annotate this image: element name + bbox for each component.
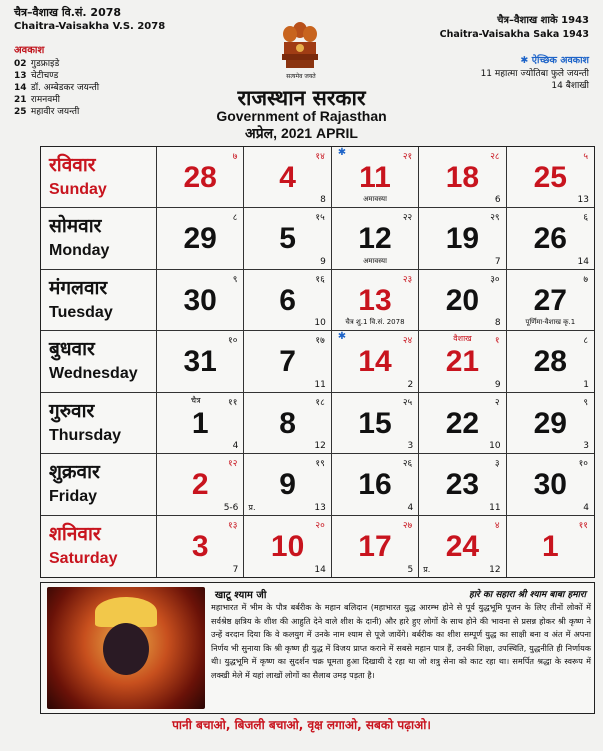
tithi-number: १०	[578, 459, 588, 470]
cell-note: चैत्र शु.1 वि.सं. 2078	[345, 318, 405, 327]
date-cell	[244, 516, 331, 577]
date-cell	[244, 270, 331, 331]
sub-number: 7	[494, 256, 501, 267]
date-number: 10	[270, 529, 305, 563]
day-name-cell	[41, 454, 157, 515]
story-heading: हारे का सहारा श्री श्याम बाबा हमारा	[469, 590, 586, 600]
day-name-hindi: शुक्रवार	[49, 461, 100, 484]
holiday-name: चेटीचण्ड	[30, 71, 59, 81]
sub-number: 9	[494, 379, 501, 390]
sub-number: 3	[583, 441, 589, 452]
cell-note: पूर्णिमा-वैशाख कृ.1	[525, 318, 576, 327]
sub-number: 11	[489, 502, 501, 513]
date-cell	[157, 147, 244, 208]
date-cell	[332, 393, 419, 454]
sub-number: 1	[583, 379, 589, 390]
day-name-hindi: बुधवार	[49, 338, 95, 361]
sub-number: 14	[577, 256, 589, 267]
date-number: 16	[358, 468, 392, 502]
date-number: 6	[279, 283, 296, 317]
tithi-number: ३	[494, 459, 500, 470]
khatu-shyam-image	[47, 587, 205, 709]
footer-slogan: पानी बचाओ, बिजली बचाओ, वृक्ष लगाओ, सबको पढ़ाओ।	[172, 718, 431, 732]
tithi-number: २२	[402, 213, 413, 224]
vikram-samvat-english: Chaitra-Vaisakha V.S. 2078	[14, 21, 166, 32]
date-cell	[507, 516, 594, 577]
tithi-number: २	[494, 397, 500, 408]
date-cell	[244, 331, 331, 392]
sub-number: 8	[494, 318, 501, 329]
sub-number: 8	[320, 195, 326, 206]
tithi-number: २८	[490, 152, 500, 162]
date-number: 25	[533, 161, 567, 194]
day-name-cell	[41, 331, 157, 392]
date-cell	[419, 393, 506, 454]
date-cell	[244, 393, 331, 454]
tithi-number: ८	[232, 213, 238, 224]
day-name-cell	[41, 208, 157, 269]
date-number: 12	[358, 222, 392, 256]
date-number: 22	[445, 406, 480, 440]
sub-number: 13	[577, 195, 589, 206]
day-name-cell	[41, 516, 157, 577]
holiday-date: 02	[14, 59, 27, 69]
date-number: 9	[279, 468, 296, 502]
holiday-name: गुडफ्राइडे	[30, 59, 60, 69]
holidays-title: अवकाश	[14, 45, 45, 56]
tithi-number: ४	[494, 520, 500, 531]
day-name-english: Sunday	[49, 181, 107, 198]
day-name-cell	[41, 393, 157, 454]
deity-face-shape	[103, 623, 149, 675]
tithi-number: ७	[583, 274, 588, 285]
sub-number: 4	[407, 502, 414, 513]
sub-number: 7	[232, 564, 239, 575]
story-text: महाभारत में भीम के पौत्र बर्बरीक के महान बलिदान (महाभारत युद्ध आरम्भ होने से पूर्व युद्धभूमि पूजन के लिए तीनों लोकों में सर्वश्रेष्ठ क्षत्रिय के शीश की आहुति देने वाले शीश के दानी) और हारे हुए लोगों के साथ होने की भावना से प्रसन्न होकर श्री कृष्ण ने उन्हें वरदान दिया कि वे कलयुग में उनके नाम श्याम से पूजे जायेंगे। बर्बरीक का शीश सम्पूर्ण युद्ध का साक्षी बना व अंत में अपना निर्णय भी सुनाया कि श्री कृष्ण ही युद्ध में विजय प्राप्त कराने में सबसे महान पात्र हैं, उनकी शिक्षा, उपस्थिति, युद्धनीति ही निर्णायक थी। युद्धभूमि में कृष्ण का सुदर्शन चक्र घूमता हुआ दिखायी दे रहा था जो शत्रु सेना को काट रहा था। समर्पित श्रद्धा के स्वरूप में लक्खी मेले में यहां लाखों लोगों का सैलाब उमड़ पड़ता है।	[211, 602, 591, 680]
date-number: 8	[279, 406, 296, 440]
emblem-motto: सत्यमेव जयते	[286, 73, 316, 80]
day-name-english: Wednesday	[49, 365, 138, 383]
date-number: 28	[533, 345, 567, 379]
date-number: 3	[191, 529, 209, 563]
month-title: अप्रेल, 2021 APRIL	[245, 125, 358, 141]
date-number: 30	[533, 468, 567, 502]
tithi-number: २७	[402, 520, 413, 531]
day-name-english: Thursday	[49, 426, 122, 444]
optional-holidays-title: ✱ ऐच्छिक अवकाश	[520, 55, 589, 66]
day-name-cell	[41, 270, 157, 331]
optional-holiday-item: 14 बैशाखी	[551, 81, 589, 91]
date-number: 23	[445, 468, 480, 502]
sub-number: 14	[314, 564, 326, 575]
date-number: 20	[445, 283, 480, 317]
day-name-hindi: रविवार	[49, 154, 96, 176]
date-cell	[157, 454, 244, 515]
date-cell	[332, 516, 419, 577]
tithi-number: २९	[490, 213, 500, 224]
date-cell	[507, 331, 594, 392]
tithi-number: २६	[402, 459, 413, 470]
sub-label: प्र.	[423, 564, 431, 574]
holiday-name: महावीर जयन्ती	[30, 107, 80, 117]
header-right	[440, 14, 589, 92]
sub-number: 2	[407, 379, 414, 390]
day-name-english: Tuesday	[49, 303, 113, 321]
cell-note: अमावस्या	[363, 195, 387, 204]
ashoka-emblem-icon	[276, 20, 324, 72]
date-cell	[244, 208, 331, 269]
day-name-cell	[41, 147, 157, 208]
tithi-number: ८	[583, 336, 588, 347]
day-name-english: Friday	[49, 488, 98, 506]
tithi-number: २३	[402, 274, 413, 285]
date-number: 19	[445, 222, 480, 256]
tithi-number: १२	[228, 459, 238, 470]
date-cell	[157, 516, 244, 577]
day-name-hindi: मंगलवार	[49, 276, 108, 299]
holiday-item	[14, 58, 165, 70]
tithi-number: २१	[402, 152, 413, 162]
date-cell	[332, 147, 419, 208]
date-number: 2	[191, 468, 209, 502]
tithi-number: ३०	[490, 274, 500, 285]
day-name-hindi: गुरुवार	[49, 399, 95, 422]
holiday-date: 14	[14, 83, 27, 93]
story-box	[40, 582, 595, 714]
date-number: 24	[445, 529, 480, 563]
sub-number: 4	[232, 441, 239, 452]
state-emblem	[276, 20, 324, 80]
date-cell	[419, 147, 506, 208]
tithi-number: ११	[228, 397, 238, 408]
tithi-number: २५	[402, 397, 413, 408]
day-name-english: Monday	[49, 242, 110, 260]
tithi-number: १८	[315, 397, 325, 408]
sub-number: 6	[494, 195, 501, 206]
date-number: 28	[183, 161, 217, 194]
sub-number: 10	[314, 318, 326, 329]
cell-note: अमावस्या	[363, 256, 387, 265]
tithi-number: १६	[315, 274, 325, 285]
tithi-number: १०	[228, 336, 238, 347]
holiday-date: 13	[14, 71, 27, 81]
sub-number: 3	[407, 441, 414, 452]
tithi-number: १५	[315, 213, 325, 224]
date-number: 29	[533, 406, 567, 440]
sub-number: 12	[314, 441, 326, 452]
tithi-number: ११	[578, 520, 588, 531]
date-number: 17	[358, 529, 392, 563]
date-number: 15	[358, 406, 392, 440]
month-label: वैशाख	[453, 334, 472, 344]
tithi-number: १९	[315, 459, 325, 470]
month-label: चैत्र	[191, 395, 201, 405]
date-cell	[157, 270, 244, 331]
date-number: 1	[541, 529, 559, 563]
date-number: 4	[279, 161, 296, 194]
date-number: 31	[183, 345, 217, 379]
day-name-hindi: शनिवार	[49, 522, 101, 545]
tithi-number: १३	[228, 520, 238, 531]
holiday-item	[14, 70, 165, 82]
date-cell	[332, 454, 419, 515]
date-cell	[244, 454, 331, 515]
tithi-number: ९	[232, 274, 238, 285]
date-cell	[419, 454, 506, 515]
holiday-date: 21	[14, 95, 27, 105]
optional-holiday-item: 11 महात्मा ज्योतिबा फुले जयन्ती	[480, 69, 589, 79]
sub-number: 4	[583, 502, 589, 513]
tithi-number: ५	[583, 152, 588, 162]
title-english: Government of Rajasthan	[216, 108, 387, 124]
date-cell	[332, 208, 419, 269]
date-number: 29	[183, 222, 217, 256]
saka-hindi: चैत्र–वैशाख शाके 1943	[497, 15, 589, 26]
date-number: 1	[191, 406, 209, 440]
sub-number: 9	[320, 256, 326, 267]
star-icon: ✱	[337, 147, 347, 158]
tithi-number: ७	[232, 152, 238, 162]
date-cell	[507, 270, 594, 331]
date-cell	[419, 208, 506, 269]
sub-number: 5-6	[223, 502, 239, 513]
date-cell	[157, 331, 244, 392]
tithi-number: ९	[583, 397, 588, 408]
day-name-english: Saturday	[49, 549, 118, 567]
tithi-number: २४	[402, 336, 413, 347]
day-name-hindi: सोमवार	[49, 215, 102, 238]
sub-number: 12	[489, 564, 501, 575]
sub-number: 11	[314, 379, 326, 390]
tithi-number: १७	[315, 336, 325, 347]
date-number: 11	[359, 161, 391, 194]
date-number: 18	[445, 161, 480, 194]
date-cell	[507, 208, 594, 269]
date-cell	[507, 147, 594, 208]
story-title: खाटू श्याम जी	[215, 590, 267, 601]
date-cell	[332, 270, 419, 331]
date-number: 5	[279, 222, 296, 256]
sub-number: 13	[314, 502, 326, 513]
date-number: 30	[183, 283, 217, 317]
tithi-number: १	[494, 336, 500, 347]
tithi-number: १४	[315, 152, 325, 162]
tithi-number: ६	[583, 213, 588, 224]
tithi-number: २०	[315, 520, 325, 531]
date-number: 14	[358, 345, 392, 379]
date-number: 26	[533, 222, 567, 256]
star-icon: ✱	[337, 331, 347, 343]
calendar-grid	[40, 146, 595, 578]
date-number: 13	[358, 283, 392, 317]
sub-number: 5	[407, 564, 414, 575]
date-number: 21	[445, 345, 480, 379]
date-number: 27	[533, 283, 567, 317]
holiday-date: 25	[14, 107, 27, 117]
date-cell	[507, 454, 594, 515]
holiday-name: रामनवमी	[30, 95, 60, 105]
saka-english: Chaitra-Vaisakha Saka 1943	[439, 29, 589, 40]
vikram-samvat-hindi: चैत्र–वैशाख वि.सं. 2078	[14, 6, 122, 19]
date-cell	[157, 208, 244, 269]
date-cell	[419, 516, 506, 577]
title-hindi: राजस्थान सरकार	[237, 86, 366, 110]
sub-label: प्र.	[248, 502, 256, 512]
date-cell	[419, 270, 506, 331]
holiday-name: डॉ. अम्बेडकर जयन्ती	[30, 83, 100, 93]
date-cell	[244, 147, 331, 208]
sub-number: 10	[489, 441, 501, 452]
date-cell	[157, 393, 244, 454]
date-number: 7	[279, 345, 296, 379]
date-cell	[332, 331, 419, 392]
date-cell	[507, 393, 594, 454]
date-cell	[419, 331, 506, 392]
